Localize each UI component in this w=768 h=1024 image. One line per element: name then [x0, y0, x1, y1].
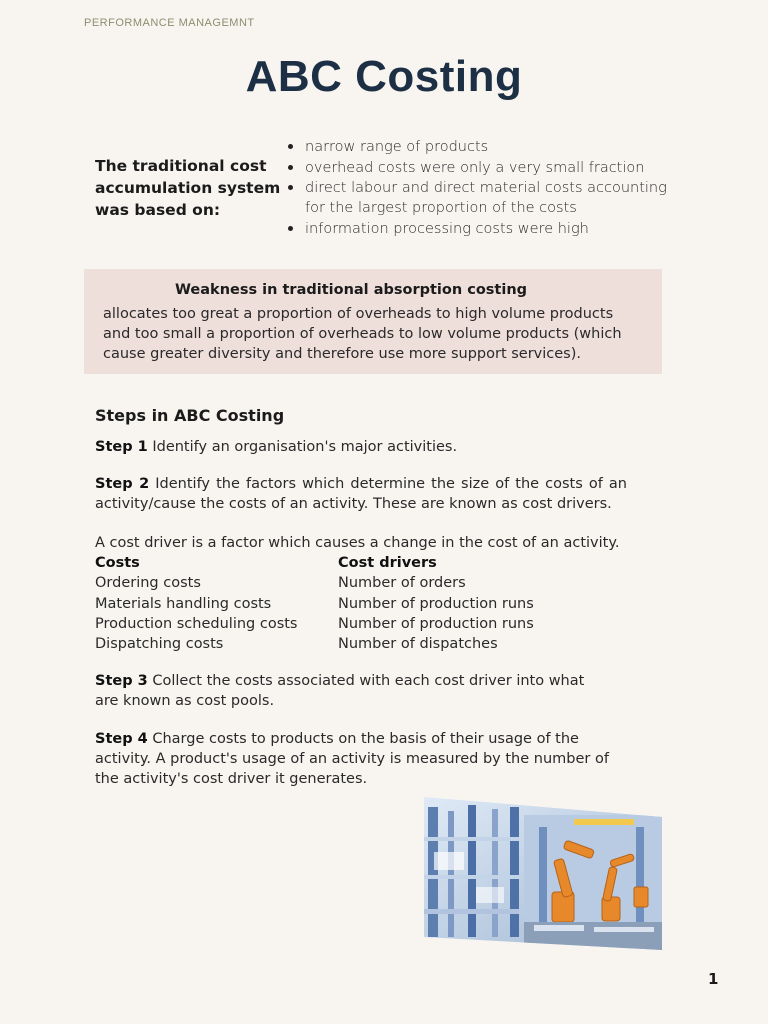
table-cell: Production scheduling costs — [95, 615, 298, 632]
page-title: ABC Costing — [245, 52, 523, 101]
step-3 — [95, 671, 595, 711]
step-4-text: Charge costs to products on the basis of their usage of the activity. A product's usage of an activity is measured by the number of the activity's cost driver it generates. — [95, 731, 609, 787]
traditional-list — [287, 137, 667, 239]
step-2 — [95, 474, 627, 514]
table-cell: Number of production runs — [338, 615, 534, 632]
list-item: information processing costs were high — [287, 219, 667, 239]
step-1-label: Step 1 — [95, 439, 148, 455]
table-cell: Number of production runs — [338, 595, 534, 612]
weakness-title: Weakness in traditional absorption costing — [174, 282, 528, 298]
list-item: direct labour and direct material costs accounting for the largest proportion of the costs — [287, 178, 667, 218]
list-item: narrow range of products — [287, 137, 667, 157]
page-number: 1 — [708, 970, 719, 988]
table-row — [95, 634, 555, 654]
weakness-box — [84, 269, 662, 374]
table-cell: Number of dispatches — [338, 636, 498, 653]
step-4 — [95, 729, 625, 789]
step-3-label: Step 3 — [95, 673, 148, 689]
cost-driver-table — [95, 553, 555, 654]
step-3-text: Collect the costs associated with each cost driver into what are known as cost pools. — [95, 673, 585, 709]
step-2-label: Step 2 — [95, 476, 150, 492]
step-4-label: Step 4 — [95, 731, 148, 747]
header-label: PERFORMANCE MANAGEMNT — [84, 17, 255, 29]
list-item: overhead costs were only a very small fraction — [287, 158, 667, 178]
table-cell: Number of orders — [338, 575, 466, 592]
step-1-text: Identify an organisation's major activities. — [147, 439, 458, 455]
table-row — [95, 573, 555, 593]
table-cell: Materials handling costs — [95, 595, 272, 612]
table-cell: Dispatching costs — [95, 636, 224, 653]
step-2-text: Identify the factors which determine the size of the costs of an activity/cause the costs of an activity. These are known as cost drivers. — [95, 476, 627, 512]
table-header-costs: Costs — [95, 555, 140, 571]
cost-driver-intro: A cost driver is a factor which causes a change in the cost of an activity. — [95, 535, 620, 551]
robotic-factory-image — [424, 797, 662, 950]
traditional-label: The traditional cost accumulation system was based on: — [95, 157, 281, 219]
step-1 — [95, 437, 627, 457]
table-cell: Ordering costs — [95, 575, 201, 592]
weakness-text: allocates too great a proportion of overheads to high volume products and too small a proportion of overheads to low volume products (which cause greater diversity and therefore use more support services). — [103, 306, 622, 362]
table-row — [95, 614, 555, 634]
table-header-drivers: Cost drivers — [338, 555, 437, 571]
table-row — [95, 594, 555, 614]
steps-title: Steps in ABC Costing — [95, 406, 285, 425]
table-header-row — [95, 553, 555, 573]
